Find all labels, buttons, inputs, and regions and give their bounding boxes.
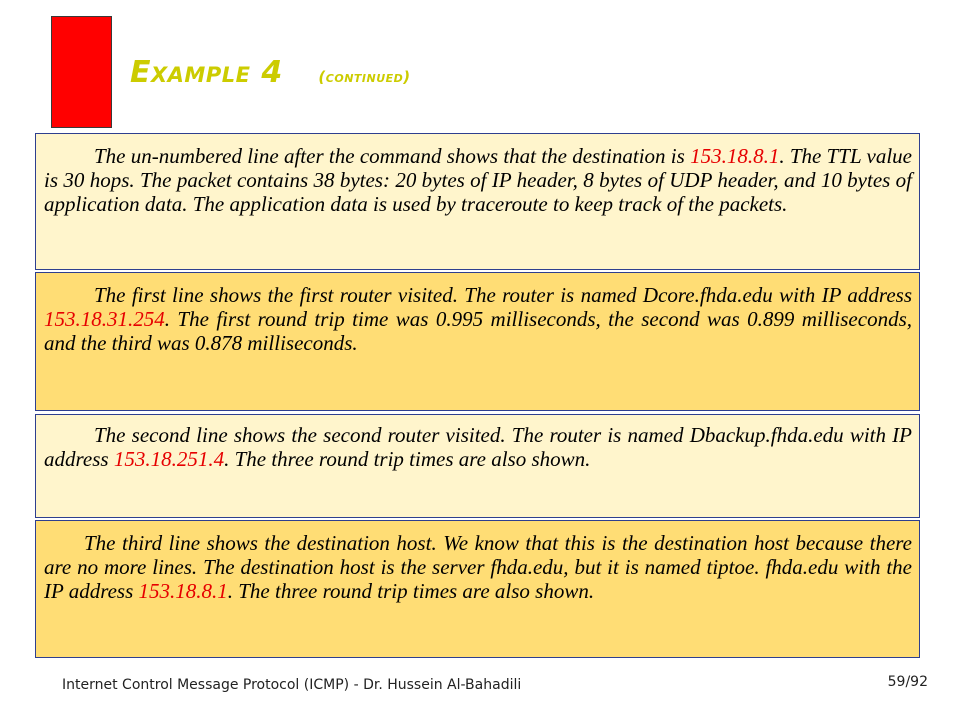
page-number: 59/92: [887, 674, 928, 690]
ip-address: 153.18.31.254: [44, 307, 165, 331]
ip-address: 153.18.251.4: [113, 447, 225, 471]
paragraph-text: The first line shows the first router visited. The router is named Dcore.fhda.edu with IP address 153.18.31.254. The first round trip time was 0.995 milliseconds, the second was 0.899 milliseconds, and the third was 0.878 milliseconds.: [44, 283, 912, 355]
paragraph-text: The un-numbered line after the command shows that the destination is 153.18.8.1. The TTL value is 30 hops. The packet contains 38 bytes: 20 bytes of IP header, 8 bytes of UDP header, and 10 bytes of application data. The application data is used by traceroute to keep track of the packets.: [44, 144, 913, 216]
paragraph-text: The third line shows the destination host. We know that this is the destination host because there are no more lines. The destination host is the server fhda.edu, but it is named tiptoe. fhda.edu with the IP address 153.18.8.1. The three round trip times are also shown.: [44, 531, 912, 603]
footer-text: Internet Control Message Protocol (ICMP) - Dr. Hussein Al-Bahadili: [62, 677, 522, 693]
red-accent-block: [51, 16, 112, 128]
paragraph-box-2: [35, 272, 920, 411]
paragraph-text: The second line shows the second router visited. The router is named Dbackup.fhda.edu with IP address 153.18.251.4. The three round trip times are also shown.: [44, 423, 912, 471]
title-sub: (continued): [318, 68, 411, 86]
ip-address: 153.18.8.1: [690, 144, 780, 168]
paragraph-box-3: [35, 414, 920, 518]
slide-title: [130, 52, 411, 90]
ip-address: 153.18.8.1: [138, 579, 228, 603]
paragraph-box-1: [35, 133, 920, 270]
title-main: Example 4: [130, 55, 283, 90]
paragraph-box-4: [35, 520, 920, 658]
